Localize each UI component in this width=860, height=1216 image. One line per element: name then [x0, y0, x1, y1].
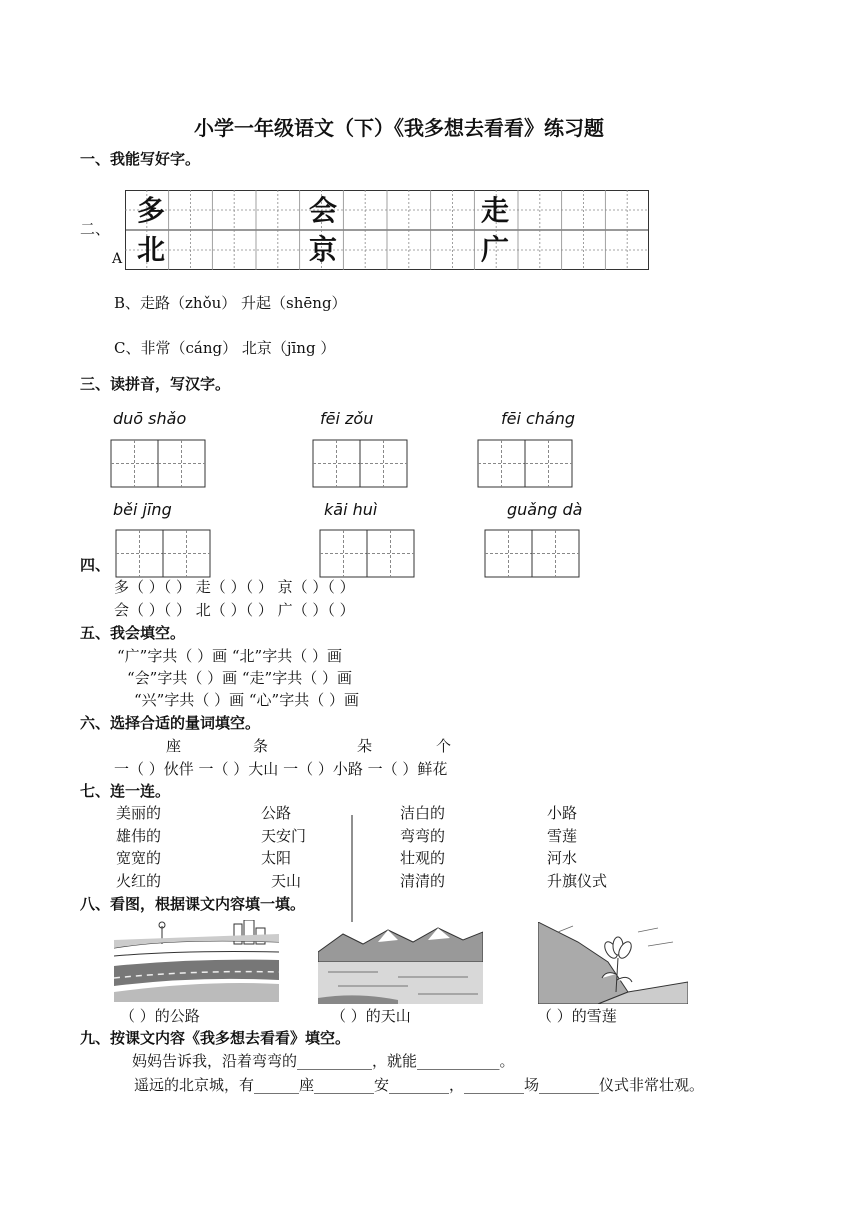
section-3-heading: 三、读拼音，写汉字。 [80, 375, 231, 393]
option-c: C、非常（cáng） 北京（jīng ） [114, 339, 336, 357]
picture-caption: （ ）的公路 [120, 1007, 200, 1025]
writing-box [478, 440, 572, 487]
match-word: 天山 [271, 872, 302, 890]
measure-word: 朵 [357, 737, 373, 755]
grid-char: 会 [309, 194, 338, 227]
section-4-label: 四、 [80, 556, 111, 574]
measure-word: 座 [166, 737, 182, 755]
fill-sentence: 妈妈告诉我，沿着弯弯的__________，就能___________。 [132, 1052, 515, 1070]
section-2-label: 二、 [80, 220, 111, 238]
grid-char: 北 [137, 233, 166, 266]
snow-lotus-illustration [538, 922, 688, 1004]
match-word: 河水 [547, 849, 578, 867]
section-5-line: “兴”字共（ ）画 “心”字共（ ）画 [134, 691, 359, 709]
section-5-heading: 五、我会填空。 [80, 624, 186, 642]
writing-box [111, 440, 205, 487]
pinyin-writing-boxes [0, 0, 860, 600]
grid-char: 京 [309, 233, 338, 266]
match-word: 小路 [547, 804, 578, 822]
option-b: B、走路（zhǒu） 升起（shēng） [114, 294, 347, 312]
section-4-line: 会（ ）（ ） 北（ ）（ ） 广（ ）（ ） [114, 601, 355, 619]
section-5-line: “广”字共（ ）画 “北”字共（ ）画 [117, 647, 342, 665]
match-word: 雄伟的 [116, 827, 162, 845]
match-word: 太阳 [261, 849, 292, 867]
writing-box [313, 440, 407, 487]
section-5-line: “会”字共（ ）画 “走”字共（ ）画 [127, 669, 352, 687]
match-word: 天安门 [261, 827, 307, 845]
match-word: 洁白的 [400, 804, 446, 822]
section-9-heading: 九、按课文内容《我多想去看看》填空。 [80, 1029, 351, 1047]
tianshan-illustration [318, 922, 483, 1004]
writing-box [320, 530, 414, 577]
match-word: 雪莲 [547, 827, 578, 845]
pinyin: běi jīng [113, 500, 172, 519]
writing-box [485, 530, 579, 577]
picture-caption: （ ）的雪莲 [537, 1007, 617, 1025]
writing-box [116, 530, 210, 577]
pinyin: fēi zǒu [320, 409, 374, 428]
match-word: 宽宽的 [116, 849, 162, 867]
match-word: 公路 [261, 804, 292, 822]
road-illustration [114, 920, 279, 1002]
section-4-line: 多（ ）（ ） 走（ ）（ ） 京（ ）（ ） [114, 578, 355, 596]
picture-caption: （ ）的天山 [331, 1007, 411, 1025]
option-a-mark: A [112, 251, 123, 267]
match-word: 清清的 [400, 872, 446, 890]
fill-sentence: 遥远的北京城，有______座________安________，________场________仪式非常壮观。 [134, 1076, 705, 1094]
section-7-heading: 七、连一连。 [80, 782, 171, 800]
measure-word: 个 [436, 737, 452, 755]
pinyin: guǎng dà [507, 500, 583, 519]
grid-char: 广 [481, 233, 510, 266]
grid-char: 走 [481, 194, 510, 227]
match-word: 壮观的 [400, 849, 446, 867]
section-1-heading: 一、我能写好字。 [80, 150, 201, 168]
pinyin: duō shǎo [113, 409, 187, 428]
match-word: 火红的 [116, 872, 162, 890]
section-8-heading: 八、看图，根据课文内容填一填。 [80, 895, 306, 913]
section-6-line: 一（ ）伙伴 一（ ）大山 一（ ）小路 一（ ）鲜花 [114, 760, 448, 778]
measure-word: 条 [253, 737, 269, 755]
match-word: 升旗仪式 [547, 872, 608, 890]
match-word: 弯弯的 [400, 827, 446, 845]
section-6-heading: 六、选择合适的量词填空。 [80, 714, 261, 732]
match-word: 美丽的 [116, 804, 162, 822]
pinyin: fēi cháng [501, 409, 576, 428]
pinyin: kāi huì [324, 500, 378, 519]
grid-char: 多 [137, 194, 166, 227]
page-title: 小学一年级语文（下）《我多想去看看》练习题 [194, 116, 604, 140]
